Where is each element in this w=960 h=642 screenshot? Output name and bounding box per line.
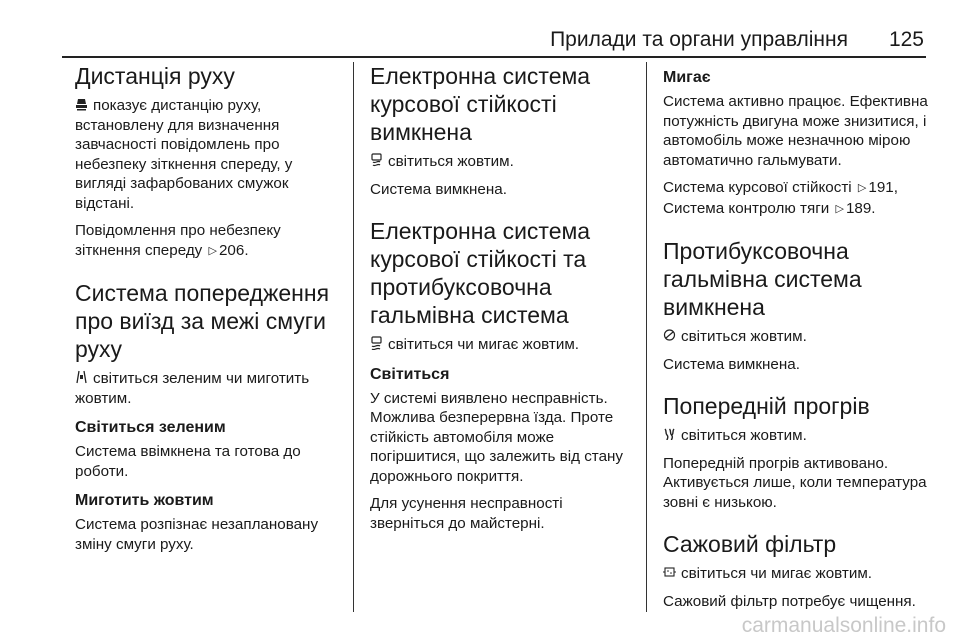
paragraph-text: показує дистанцію руху, встановлену для визначення завчасності повідомлень про небезпеку зіткнення спереду, у вигляді зафарбованих смужок відстані. [75, 97, 293, 212]
section-title: Протибуксовочна гальмівна система вимкнена [663, 238, 862, 320]
column-2 [370, 62, 638, 541]
paragraph [370, 152, 638, 172]
paragraph-text: Повідомлення про небезпеку зіткнення спереду [75, 222, 281, 259]
section-title: Попередній прогрів [663, 393, 870, 419]
paragraph-text: світиться жовтим. [388, 153, 514, 170]
lane-departure-icon [75, 370, 88, 384]
subheading: Світиться [370, 365, 450, 383]
header-title: Прилади та органи управління [550, 28, 848, 51]
paragraph [663, 327, 931, 347]
paragraph-text: Система курсової стійкості [663, 179, 852, 196]
paragraph [663, 426, 931, 446]
tc-off-icon [663, 328, 676, 342]
paragraph: Система активно працює. Ефективна потужність двигуна може знизитися, і автомобіль може незначною мірою автоматично гальмувати. [663, 93, 928, 169]
esc-off-icon [370, 153, 383, 167]
column-divider [646, 62, 647, 612]
arrow-ref-icon: ▷ [208, 244, 217, 257]
paragraph: Система ввімкнена та готова до роботи. [75, 443, 301, 480]
distance-icon [75, 97, 88, 111]
paragraph-text: Система контролю тяги [663, 199, 830, 217]
section-title: Електронна система курсової стійкості та протибуксовочна гальмівна система [370, 218, 591, 328]
section-title: Система попередження про виїзд за межі смуги руху [75, 280, 330, 362]
subheading: Миготить жовтим [75, 492, 214, 509]
arrow-ref-icon: ▷ [835, 202, 844, 215]
paragraph: Сажовий фільтр потребує чищення. [663, 592, 916, 610]
paragraph-text: світиться жовтим. [681, 328, 807, 345]
arrow-ref-icon: ▷ [857, 182, 867, 194]
soot-filter-icon [663, 565, 676, 579]
paragraph [75, 221, 343, 261]
paragraph [370, 335, 638, 355]
page-reference[interactable]: 206. [218, 241, 249, 259]
paragraph-text: світиться зеленим чи миготить жовтим. [75, 370, 310, 407]
esc-icon [370, 336, 383, 350]
paragraph: Попередній прогрів активовано. Активується лише, коли температура зовні є низькою. [663, 454, 927, 511]
subheading: Мигає [663, 69, 711, 86]
paragraph [75, 96, 343, 213]
page-reference[interactable]: 191, [868, 179, 898, 196]
paragraph: Для усунення несправності зверніться до майстерні. [370, 495, 563, 532]
column-1 [75, 62, 343, 562]
paragraph: Система вимкнена. [663, 355, 800, 373]
paragraph-text: світиться жовтим. [681, 427, 807, 444]
section-title: Сажовий фільтр [663, 531, 837, 557]
paragraph: У системі виявлено несправність. Можлива безперервна їзда. Проте стійкість автомобіля може погіршитися, що залежить від стану дорожнього покриття. [370, 389, 623, 485]
paragraph [75, 369, 343, 408]
page-number: 125 [888, 28, 924, 51]
column-3 [663, 62, 931, 619]
page-header [62, 26, 926, 58]
section-title: Електронна система курсової стійкості вимкнена [370, 63, 591, 145]
paragraph-text: світиться чи мигає жовтим. [388, 336, 579, 353]
page-reference[interactable]: 189. [845, 199, 876, 217]
paragraph-text: світиться чи мигає жовтим. [681, 565, 872, 582]
paragraph [663, 178, 931, 219]
section-title: Дистанція руху [75, 63, 235, 89]
paragraph: Система вимкнена. [370, 180, 507, 198]
watermark: carmanualsonline.info [741, 614, 946, 637]
column-divider [353, 62, 354, 612]
paragraph [663, 564, 931, 584]
paragraph: Система розпізнає незаплановану зміну смуги руху. [75, 516, 319, 553]
subheading: Світиться зеленим [75, 419, 226, 436]
preheat-icon [663, 427, 676, 441]
